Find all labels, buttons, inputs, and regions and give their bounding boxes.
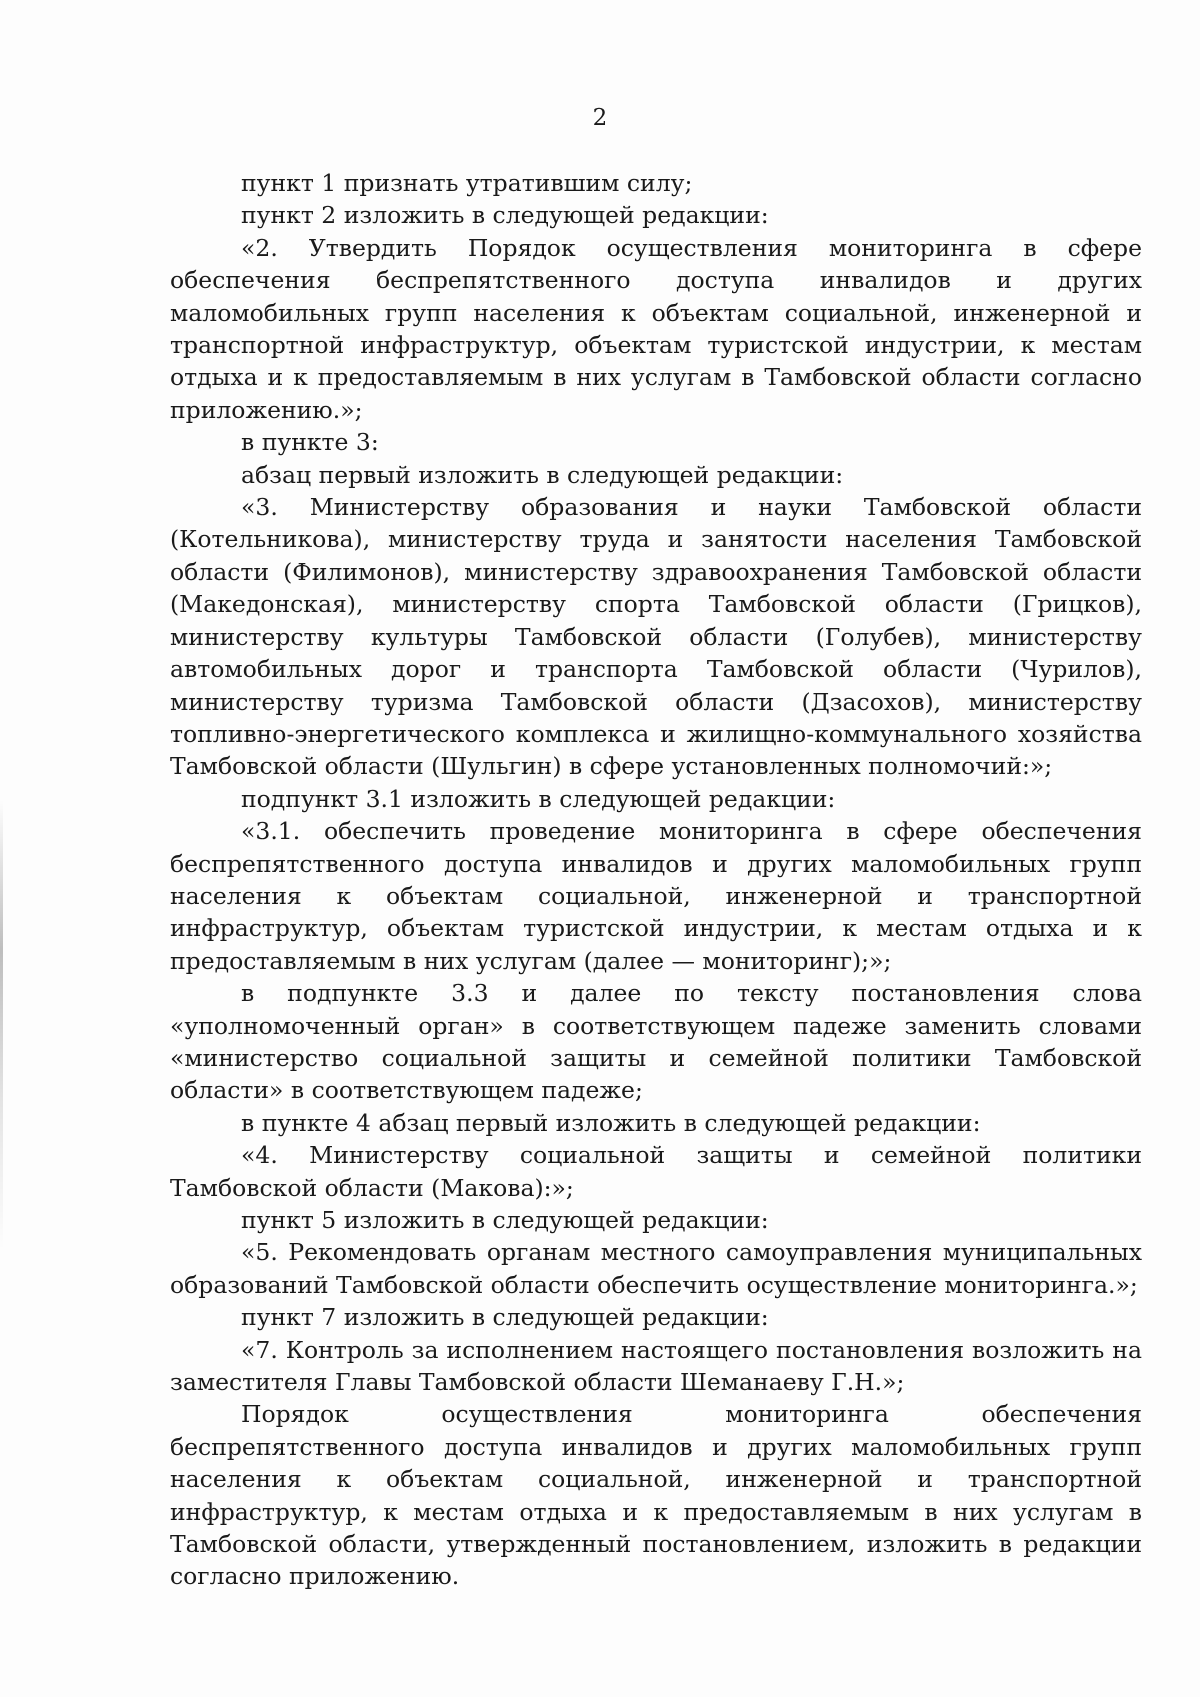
- paragraph: Порядок осуществления мониторинга обеспечения беспрепятственного доступа инвалидов и других маломобильных групп населения к объектам социальной, инженерной и транспортной инфраструктур, к местам отдыха и к предоставляемым в них услугам в Тамбовской области, утвержденный постановлением, изложить в редакции согласно приложению.: [170, 1400, 1142, 1591]
- paragraph: пункт 1 признать утратившим силу;: [241, 169, 693, 197]
- paragraph: «2. Утвердить Порядок осуществления мониторинга в сфере обеспечения беспрепятственного доступа инвалидов и других маломобильных групп населения к объектам социальной, инженерной и транспортной инфраструктур, объектам туристской индустрии, к местам отдыха и к предоставляемым в них услугам в Тамбовской области согласно приложению.»;: [170, 233, 1142, 424]
- document-body: [170, 167, 1142, 1593]
- paragraph: «4. Министерству социальной защиты и семейной политики Тамбовской области (Макова):»;: [170, 1141, 1142, 1202]
- paragraph: «5. Рекомендовать органам местного самоуправления муниципальных образований Тамбовской области обеспечить осуществление мониторинга.»;: [170, 1238, 1142, 1299]
- paragraph: в подпункте 3.3 и далее по тексту постановления слова «уполномоченный орган» в соответствующем падеже заменить словами «министерство социальной защиты и семейной политики Тамбовской области» в соответствующем падеже;: [170, 979, 1142, 1105]
- page-number: 2: [592, 105, 608, 131]
- paragraph: «3. Министерству образования и науки Тамбовской области (Котельникова), министерству труда и занятости населения Тамбовской области (Филимонов), министерству здравоохранения Тамбовской области (Македонская), министерству спорта Тамбовской области (Грицков), министерству культуры Тамбовской области (Голубев), министерству автомобильных дорог и транспорта Тамбовской области (Чурилов), министерству туризма Тамбовской области (Дзасохов), министерству топливно-энергетического комплекса и жилищно-коммунального хозяйства Тамбовской области (Шульгин) в сфере установленных полномочий:»;: [170, 493, 1142, 781]
- paragraph: «3.1. обеспечить проведение мониторинга в сфере обеспечения беспрепятственного доступа инвалидов и других маломобильных групп населения к объектам социальной, инженерной и транспортной инфраструктур, объектам туристской индустрии, к местам отдыха и к предоставляемым в них услугам (далее — мониторинг);»;: [170, 817, 1142, 975]
- paragraph: пункт 7 изложить в следующей редакции:: [241, 1303, 769, 1332]
- paragraph: в пункте 4 абзац первый изложить в следующей редакции:: [241, 1108, 981, 1137]
- paragraph: «7. Контроль за исполнением настоящего постановления возложить на заместителя Главы Тамбовской области Шеманаеву Г.Н.»;: [170, 1335, 1142, 1397]
- paragraph: абзац первый изложить в следующей редакции:: [241, 460, 844, 489]
- paragraph: подпункт 3.1 изложить в следующей редакции:: [241, 784, 836, 813]
- scan-edge-shadow: [0, 800, 3, 1250]
- paragraph: пункт 5 изложить в следующей редакции:: [241, 1206, 769, 1234]
- paragraph: пункт 2 изложить в следующей редакции:: [241, 201, 769, 230]
- paragraph: в пункте 3:: [241, 428, 379, 457]
